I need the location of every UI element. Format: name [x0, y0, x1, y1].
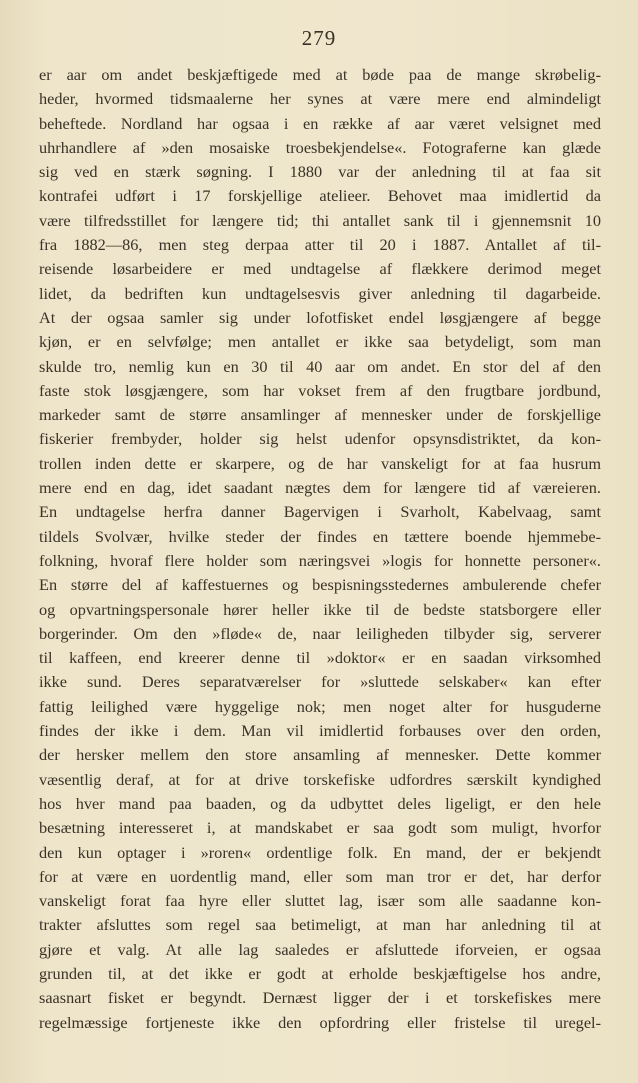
- text-line: væsentlig deraf, at for at drive torskefiske udfordres særskilt kyndighed: [39, 769, 601, 789]
- text-line: reisende løsarbeidere er med undtagelse af flækkere derimod meget: [39, 259, 601, 279]
- text-line: saasnart fisket er begyndt. Dernæst ligger der i et torskefiskes mere: [39, 988, 601, 1008]
- text-line: beheftede. Nordland har ogsaa i en række af aar været velsignet med: [39, 113, 601, 133]
- text-line: markeder samt de større ansamlinger af mennesker under de forskjellige: [39, 405, 601, 425]
- text-line: besætning interesseret i, at mandskabet er saa godt som muligt, hvorfor: [39, 818, 601, 838]
- text-line: der hersker mellem den store ansamling af mennesker. Dette kommer: [39, 745, 601, 765]
- text-line: skulde tro, nemlig kun en 30 til 40 aar om andet. En stor del af den: [39, 356, 601, 376]
- text-line: regelmæssige fortjeneste ikke den opfordring eller fristelse til uregel-: [39, 1012, 601, 1032]
- text-line: folkning, hvoraf flere holder som næringsvei »logis for honnette personer«.: [39, 550, 601, 570]
- text-line: gjøre et valg. At alle lag saaledes er afsluttede iforveien, er ogsaa: [39, 939, 601, 959]
- text-line: ikke sund. Deres separatværelser for »sluttede selskaber« kan efter: [39, 672, 601, 692]
- text-line: lidet, da bedriften kun undtagelsesvis giver anledning til dagarbeide.: [39, 283, 601, 303]
- text-line: faste stok løsgjængere, som har vokset frem af den frugtbare jordbund,: [39, 380, 601, 400]
- text-line: uhrhandlere af »den mosaiske troesbekjendelse«. Fotograferne kan glæde: [39, 137, 601, 157]
- text-line: borgerinder. Om den »fløde« de, naar leiligheden tilbyder sig, serverer: [39, 623, 601, 643]
- text-line: kjøn, er en selvfølge; men antallet er ikke saa betydeligt, som man: [39, 332, 601, 352]
- text-line: vanskeligt forat faa hyre eller sluttet lag, især som alle saadanne kon-: [39, 891, 601, 911]
- text-line: En større del af kaffestuernes og bespisningsstedernes ambulerende chefer: [39, 575, 601, 595]
- text-line: En undtagelse herfra danner Bagervigen i Svarholt, Kabelvaag, samt: [39, 502, 601, 522]
- text-line: heder, hvormed tidsmaalerne her synes at være mere end almindeligt: [39, 89, 601, 109]
- text-line: At der ogsaa samler sig under lofotfisket endel løsgjængere af begge: [39, 307, 601, 327]
- text-line: den kun optager i »roren« ordentlige folk. En mand, der er bekjendt: [39, 842, 601, 862]
- text-line: fra 1882—86, men steg derpaa atter til 20 i 1887. Antallet af til-: [39, 235, 601, 255]
- page-number: 279: [301, 26, 337, 50]
- text-line: grunden til, at det ikke er godt at erholde beskjæftigelse hos andre,: [39, 963, 601, 983]
- text-line: fattig leilighed være hyggelige nok; men noget alter for husguderne: [39, 696, 601, 716]
- text-line: kontrafei udført i 17 forskjellige atelieer. Behovet maa imidlertid da: [39, 186, 601, 206]
- text-line: og opvartningspersonale hører heller ikke til de bedste statsborgere eller: [39, 599, 601, 619]
- text-line: til kaffeen, end kreerer denne til »doktor« er en saadan virksomhed: [39, 648, 601, 668]
- text-line: være tilfredsstillet for længere tid; thi antallet sank til i gjennemsnit 10: [39, 210, 601, 230]
- text-line: fiskerier frembyder, holder sig helst udenfor opsynsdistriktet, da kon-: [39, 429, 601, 449]
- text-line: for at være en uordentlig mand, eller som man tror er det, har derfor: [39, 866, 601, 886]
- text-line: sig ved en stærk søgning. I 1880 var der anledning til at faa sit: [39, 162, 601, 182]
- text-line: tildels Svolvær, hvilke steder der findes en tættere boende hjemmebe-: [39, 526, 601, 546]
- text-line: trakter afsluttes som regel saa betimeligt, at man har anledning til at: [39, 915, 601, 935]
- text-line: mere end en dag, idet saadant nægtes dem for længere tid af væreieren.: [39, 478, 601, 498]
- body-text: [39, 63, 601, 1035]
- text-line: trollen inden dette er skarpere, og de har vanskeligt for at faa husrum: [39, 453, 601, 473]
- text-line: findes der ikke i dem. Man vil imidlertid forbauses over den orden,: [39, 721, 601, 741]
- text-line: er aar om andet beskjæftigede med at bøde paa de mange skrøbelig-: [39, 65, 601, 84]
- text-line: hos hver mand paa baaden, og da udbyttet deles ligeligt, er den hele: [39, 793, 601, 813]
